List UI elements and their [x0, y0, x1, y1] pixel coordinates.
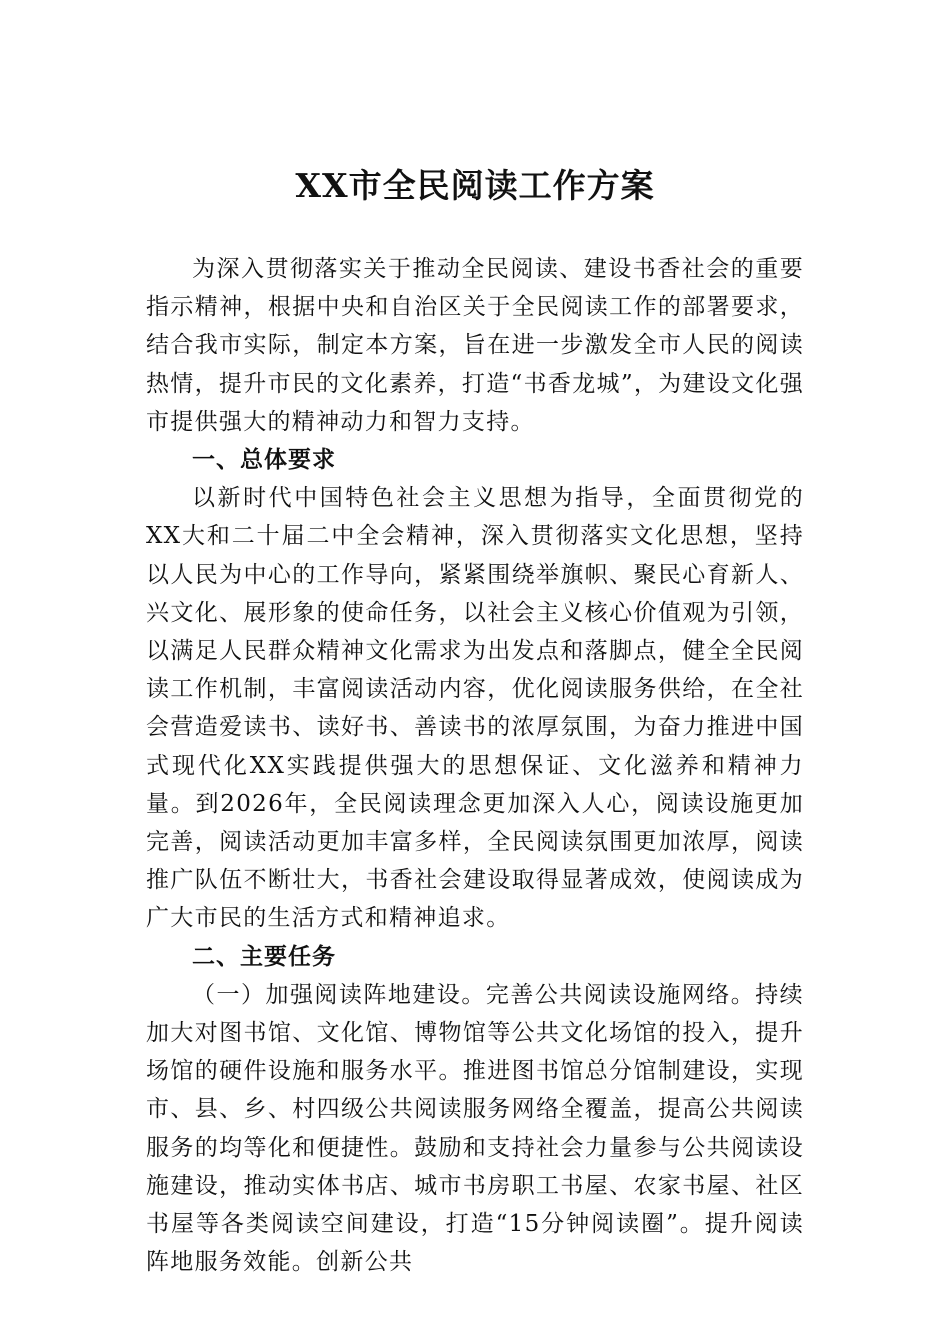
document-body	[146, 250, 804, 1281]
task-one-paragraph	[146, 976, 804, 1282]
task-one-title: （一）加强阅读阵地建设。	[192, 981, 486, 1008]
general-requirements-paragraph: 以新时代中国特色社会主义思想为指导，全面贯彻党的XX大和二十届二中全会精神，深入贯彻落实文化思想，坚持以人民为中心的工作导向，紧紧围绕举旗帜、聚民心育新人、兴文化、展形象的使命任务，以社会主义核心价值观为引领，以满足人民群众精神文化需求为出发点和落脚点，健全全民阅读工作机制，丰富阅读活动内容，优化阅读服务供给，在全社会营造爱读书、读好书、善读书的浓厚氛围，为奋力推进中国式现代化XX实践提供强大的思想保证、文化滋养和精神力量。到2026年，全民阅读理念更加深入人心，阅读设施更加完善，阅读活动更加丰富多样，全民阅读氛围更加浓厚，阅读推广队伍不断壮大，书香社会建设取得显著成效，使阅读成为广大市民的生活方式和精神追求。	[146, 485, 804, 932]
section-heading-main-tasks: 二、主要任务	[192, 943, 336, 970]
document-title: XX市全民阅读工作方案	[295, 166, 655, 205]
task-one-text: 完善公共阅读设施网络。持续加大对图书馆、文化馆、博物馆等公共文化场馆的投入，提升场馆的硬件设施和服务水平。推进图书馆总分馆制建设，实现市、县、乡、村四级公共阅读服务网络全覆盖，提高公共阅读服务的均等化和便捷性。鼓励和支持社会力量参与公共阅读设施建设，推动实体书店、城市书房职工书屋、农家书屋、社区书屋等各类阅读空间建设，打造“15分钟阅读圈”。提升阅读阵地服务效能。创新公共	[146, 981, 804, 1276]
intro-paragraph: 为深入贯彻落实关于推动全民阅读、建设书香社会的重要指示精神，根据中央和自治区关于全民阅读工作的部署要求，结合我市实际，制定本方案，旨在进一步激发全市人民的阅读热情，提升市民的文化素养，打造“书香龙城”，为建设文化强市提供强大的精神动力和智力支持。	[146, 256, 804, 435]
section-heading-general-requirements: 一、总体要求	[192, 447, 336, 474]
